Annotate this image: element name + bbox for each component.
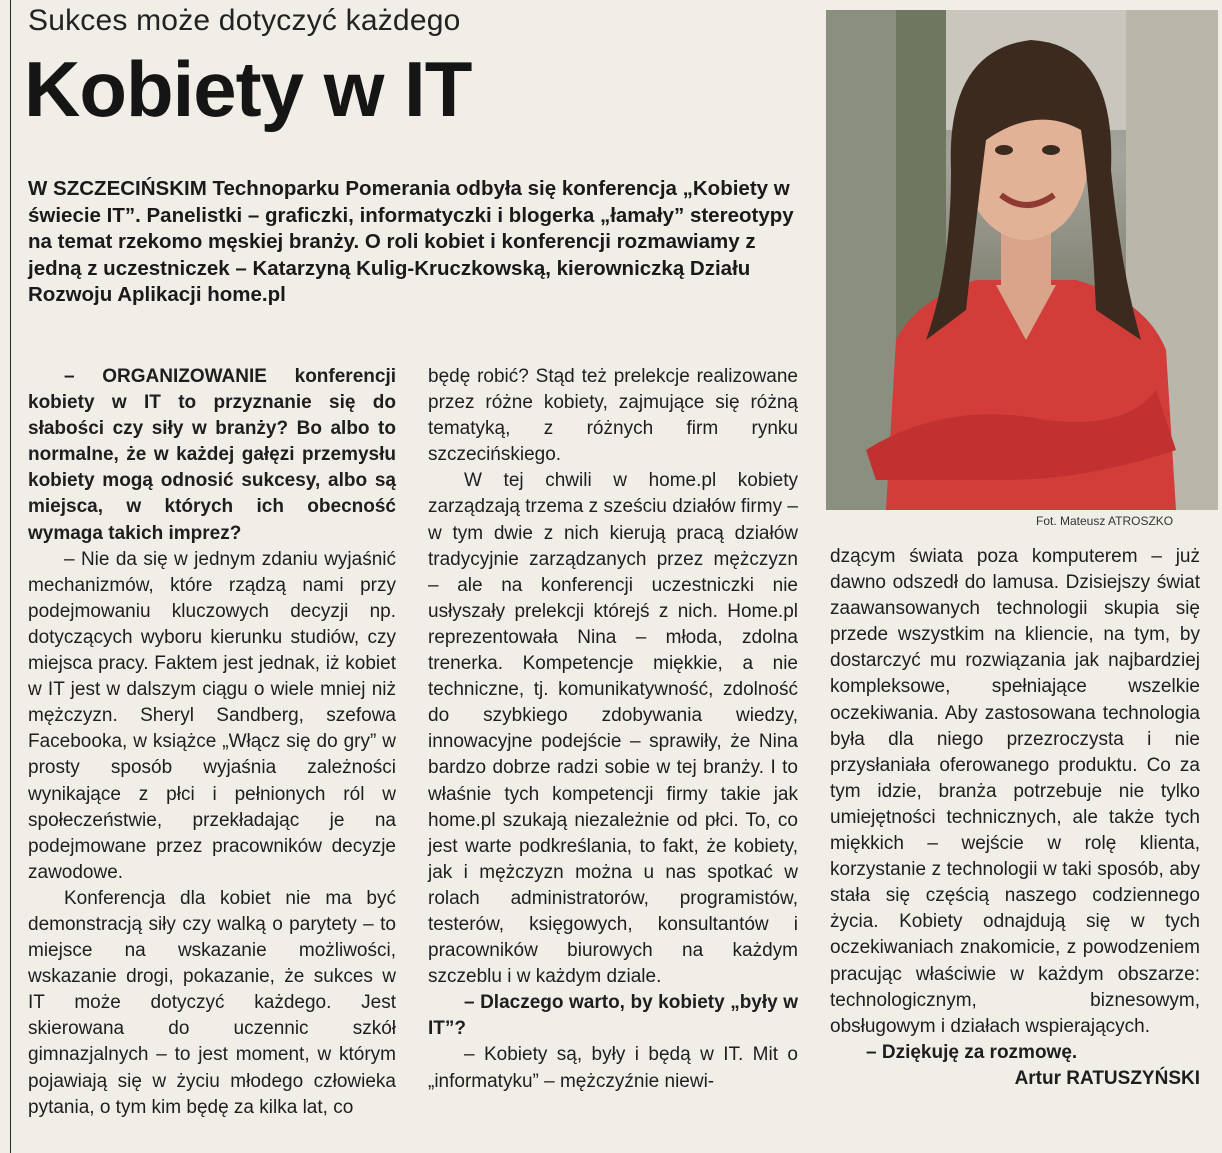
interview-question: – ORGANIZOWANIE konferencji kobiety w IT to przyznanie się do słabości czy siły w branży? Bo albo to normalne, że w każdej gałęzi przemysłu kobiety mogą odnosić sukcesy, albo są miejsca, w których ich obecność wymaga takich imprez? xyxy=(28,366,396,544)
article-headline: Kobiety w IT xyxy=(24,45,472,133)
column-rule xyxy=(10,0,11,1153)
photo-caption: Fot. Mateusz ATROSZKO xyxy=(1036,514,1174,528)
interview-answer: dzącym świata poza komputerem – już dawno odszedł do lamusa. Dzisiejszy świat zaawansowanych technologii skupia się przede wszystkim na kliencie, na tym, by dostarczyć mu rozwiązania jak najbardziej kompleksowe, spełniające wszelkie oczekiwania. Aby zastosowana technologia była dla niego przezroczysta i nie przysłaniała oferowanego produktu. Co za tym idzie, branża potrzebuje nie tylko umiejętności technicznych, ale także tych miękkich – wejście w rolę klienta, korzystanie z technologii w taki sposób, aby stała się częścią naszego codziennego życia. Kobiety odnajdują się w tych oczekiwaniach znakomicie, z powodzeniem pracując właściwie w każdym obszarze: technologicznym, biznesowym, obsługowym i działach wspierających. xyxy=(830,546,1200,1037)
article-photo xyxy=(826,10,1218,510)
closing-line: – Dziękuję za rozmowę. xyxy=(866,1041,1078,1063)
interview-answer: – Kobiety są, były i będą w IT. Mit o „informatyku” – mężczyźnie niewi- xyxy=(428,1044,798,1092)
article-lead: W SZCZECIŃSKIM Technoparku Pomerania odbyła się konferencja „Kobiety w świecie IT”. Panelistki – graficzki, informatyczki i blogerka „łamały” stereotypy na temat rzekomo męskiej branży. O roli kobiet i konferencji rozmawiamy z jedną z uczestniczek – Katarzyną Kulig-Kruczkowską, kierowniczką Działu Rozwoju Aplikacji home.pl xyxy=(28,177,794,306)
article-kicker: Sukces może dotyczyć każdego xyxy=(28,4,461,37)
interview-question: – Dlaczego warto, by kobiety „były w IT”? xyxy=(428,992,798,1040)
text-column-1 xyxy=(28,364,396,1121)
interview-answer: – Nie da się w jednym zdaniu wyjaśnić mechanizmów, które rządzą nami przy podejmowaniu kluczowych decyzji np. dotyczących wyboru kierunku studiów, czy miejsca pracy. Faktem jest jednak, iż kobiet w IT jest w dalszym ciągu o wiele mniej niż mężczyzn. Sheryl Sandberg, szefowa Facebooka, w książce „Włącz się do gry” w prosty sposób wyjaśnia zależności wynikające z płci i pełnionych ról w społeczeństwie, przekładając je na podejmowane przez pracowników decyzje zawodowe. xyxy=(28,548,396,883)
author-byline: Artur RATUSZYŃSKI xyxy=(1014,1067,1200,1089)
text-column-2 xyxy=(428,364,798,1095)
portrait-photo-illustration xyxy=(826,10,1218,510)
interview-answer: Konferencja dla kobiet nie ma być demonstracją siły czy walką o parytety – to miejsce na wskazanie możliwości, wskazanie drogi, pokazanie, że sukces w IT może dotyczyć każdego. Jest skierowana do uczennic szkół gimnazjalnych – to jest moment, w którym pojawiają się w życiu młodego człowieka pytania, o tym kim będę za kilka lat, co xyxy=(28,887,396,1118)
text-column-3 xyxy=(830,544,1200,1092)
interview-answer: będę robić? Stąd też prelekcje realizowane przez różne kobiety, zajmujące się różną tematyką, z różnych firm rynku szczecińskiego. xyxy=(428,366,798,466)
interview-answer: W tej chwili w home.pl kobiety zarządzają trzema z sześciu działów firmy – w tym dwie z nich kierują pracą działów tradycyjnie zarządzanych przez mężczyzn – ale na konferencji uczestniczki nie usłyszały prelekcji którejś z nich. Home.pl reprezentowała Nina – młoda, zdolna trenerka. Kompetencje miękkie, a nie techniczne, tj. komunikatywność, zdolność do szybkiego zdobywania wiedzy, innowacyjne podejście – sprawiły, że Nina bardzo dobrze radzi sobie w tej branży. I to właśnie tych kompetencji firmy takie jak home.pl szukają niezależnie od płci. To, co jest warte podkreślania, to fakt, że kobiety, jak i mężczyzn można u nas spotkać w rolach administratorów, programistów, testerów, księgowych, konsultantów i pracowników biurowych na każdym szczeblu i w każdym dziale. xyxy=(428,470,798,988)
